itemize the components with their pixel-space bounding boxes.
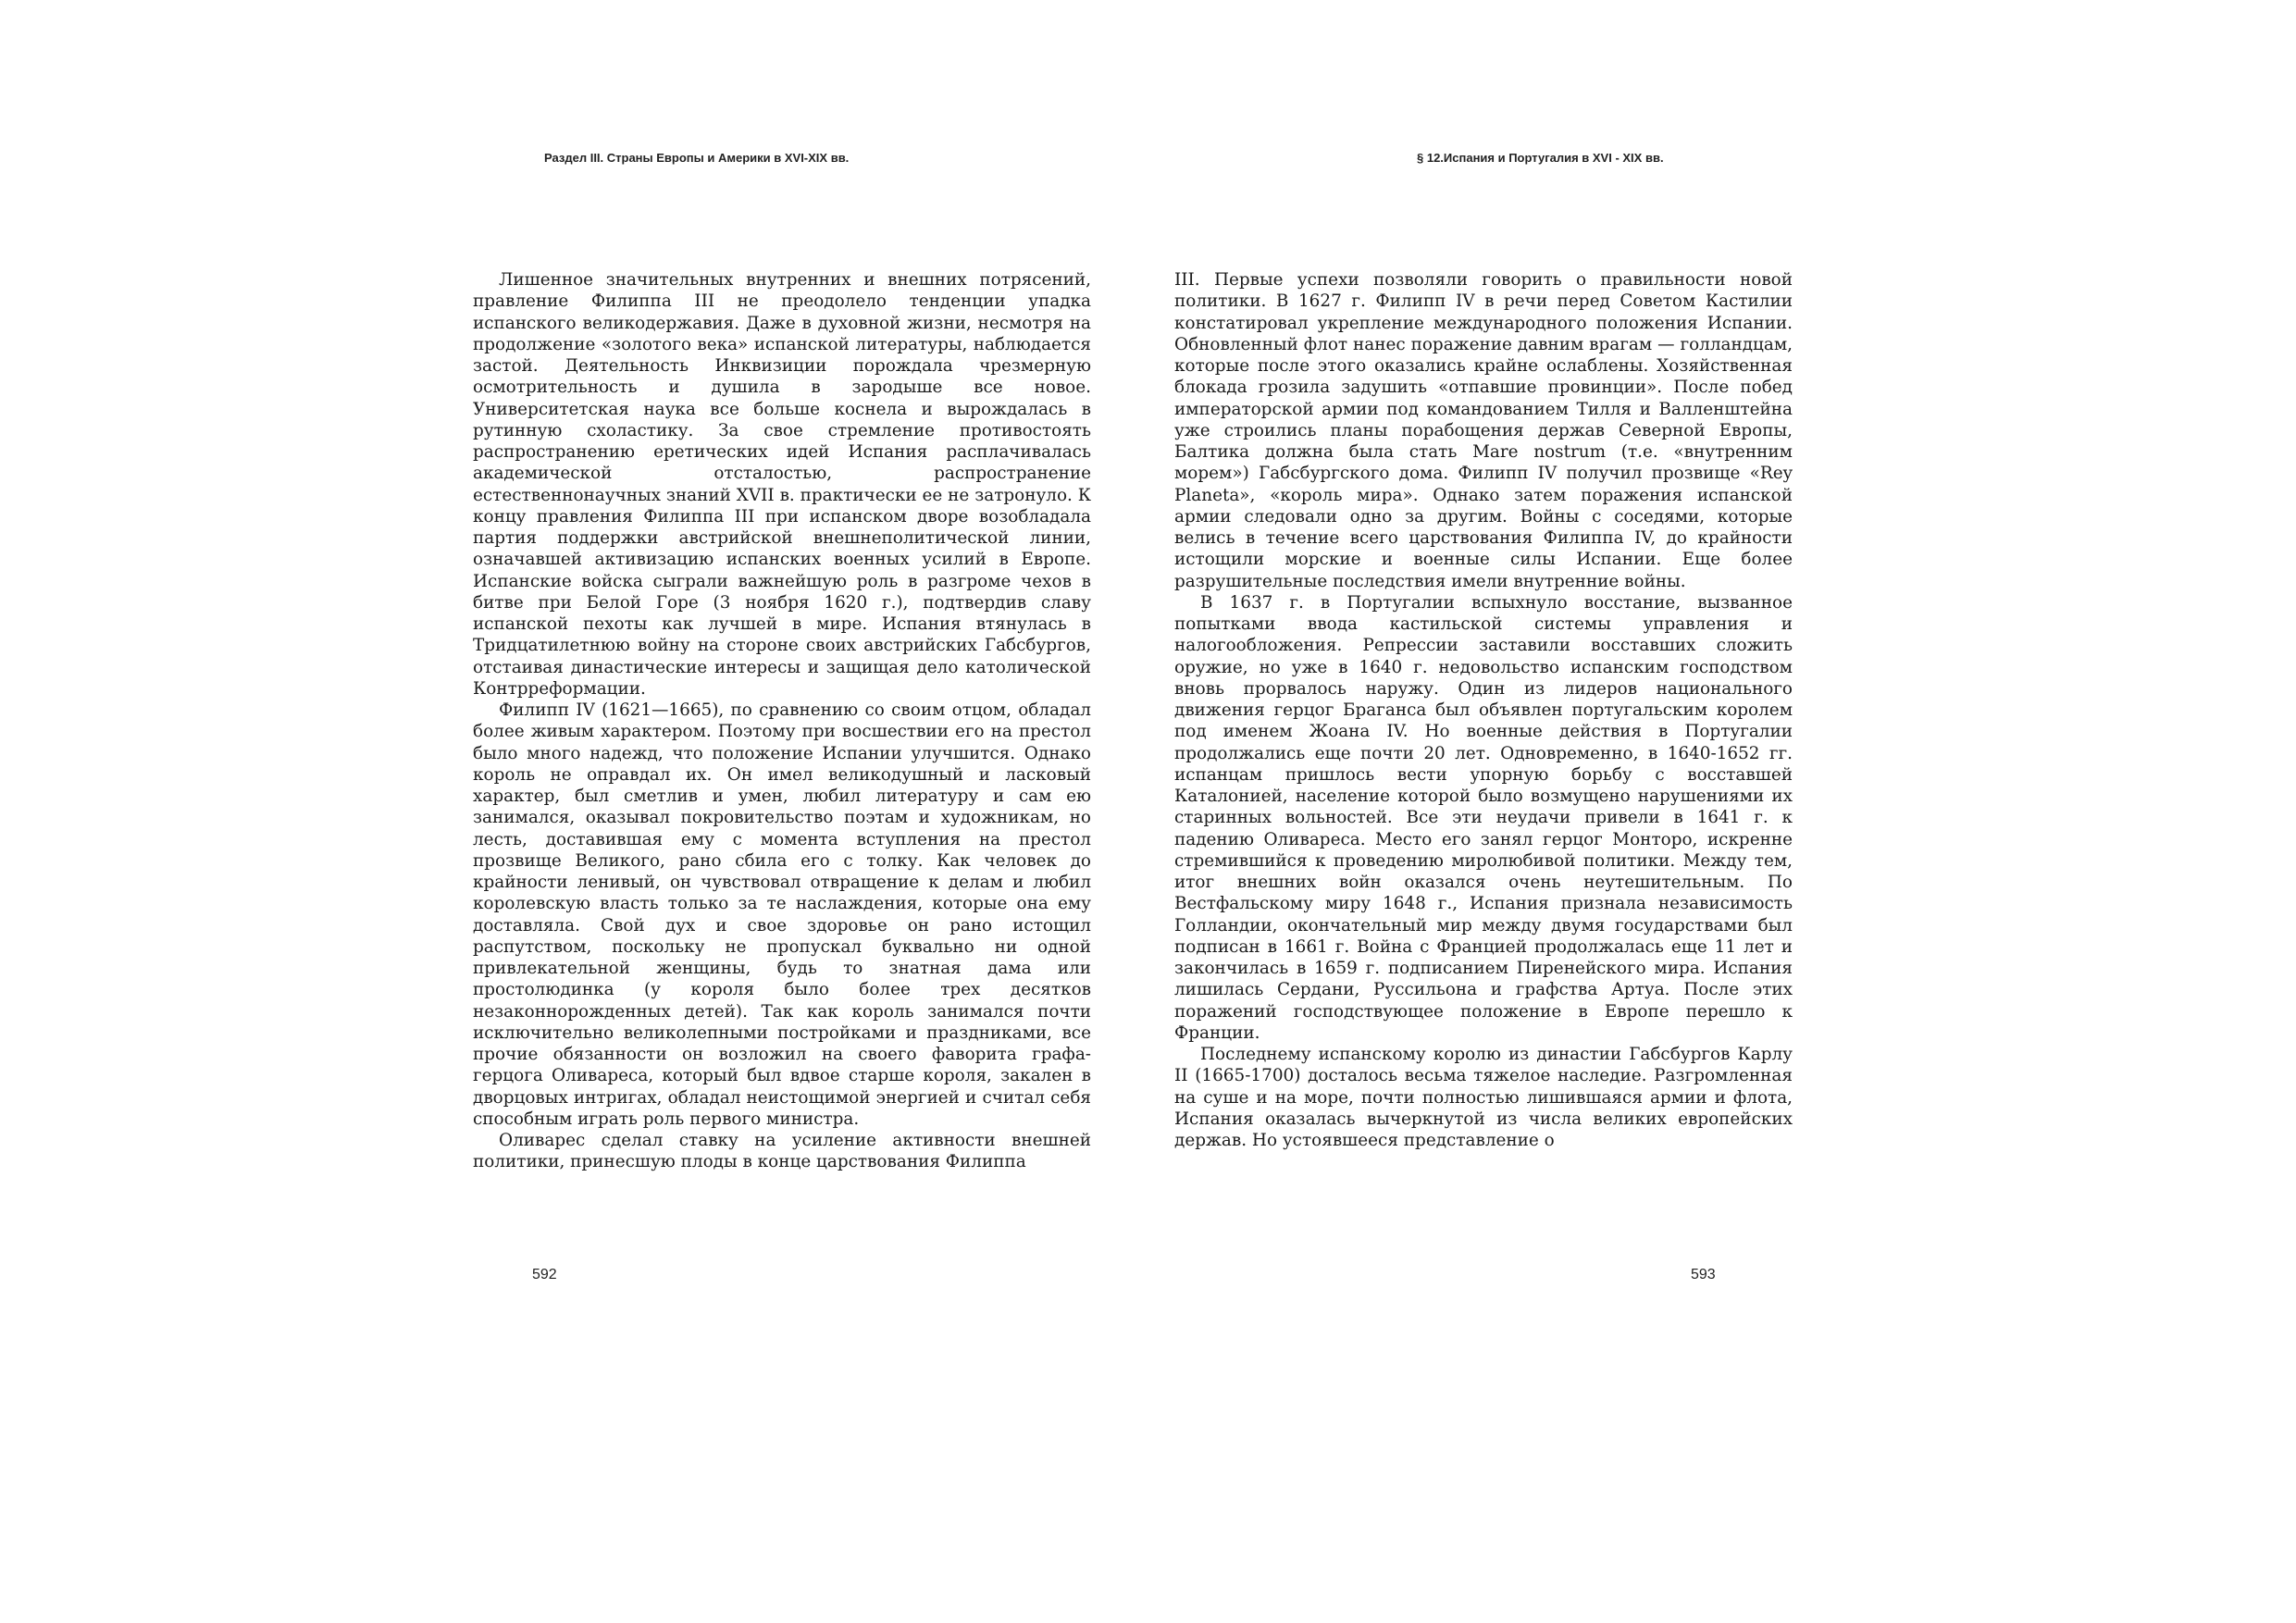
right-page-text [1174,269,1793,1151]
right-paragraph-1: III. Первые успехи позволяли говорить о правильности новой политики. В 1627 г. Филипп IV в речи перед Советом Кастилии констатировал укрепление международного положения Испании. Обновленный флот нанес поражение давним врагам — голландцам, которые после этого оказались крайне ослаблены. Хозяйственная блокада грозила задушить «отпавшие провинции». После побед императорской армии под командованием Тилля и Валленштейна уже строились планы порабощения держав Северной Европы, Балтика должна была стать Mare nostrum (т.е. «внутренним морем») Габсбургского дома. Филипп IV получил прозвище «Rey Planeta», «король мира». Однако затем поражения испанской армии следовали одно за другим. Войны с соседями, которые велись в течение всего царствования Филиппа IV, до крайности истощили морские и военные силы Испании. Еще более разрушительные последствия имели внутренние войны. [1174,270,1793,591]
left-running-header: Раздел III. Страны Европы и Америки в XVI-XIX вв. [544,151,850,165]
left-page-number: 592 [532,1267,557,1282]
right-page-number: 593 [1691,1267,1716,1282]
left-paragraph-1: Лишенное значительных внутренних и внешних потрясений, правление Филиппа III не преодолело тенденции упадка испанского великодержавия. Даже в духовной жизни, несмотря на продолжение «золотого века» испанской литературы, наблюдается застой. Деятельность Инквизиции порождала чрезмерную осмотрительность и душила в зародыше все новое. Университетская наука все больше коснела и вырождалась в рутинную схоластику. За свое стремление противостоять распространению еретических идей Испания расплачивалась академической отсталостью, распространение естественнонаучных знаний XVII в. практически ее не затронуло. К концу правления Филиппа III при испанском дворе возобладала партия поддержки австрийской внешнеполитической линии, означавшей активизацию испанских военных усилий в Европе. Испанские войска сыграли важнейшую роль в разгроме чехов в битве при Белой Горе (3 ноября 1620 г.), подтвердив славу испанской пехоты как лучшей в мире. Испания втянулась в Тридцатилетнюю войну на стороне своих австрийских Габсбургов, отстаивая династические интересы и защищая дело католической Контрреформации. [473,270,1091,699]
left-paragraph-2: Филипп IV (1621—1665), по сравнению со своим отцом, обладал более живым характером. Поэтому при восшествии его на престол было много надежд, что положение Испании улучшится. Однако король не оправдал их. Он имел великодушный и ласковый характер, был сметлив и умен, любил литературу и сам ею занимался, оказывал покровительство поэтам и художникам, но лесть, доставившая ему с момента вступления на престол прозвище Великого, рано сбила его с толку. Как человек до крайности ленивый, он чувствовал отвращение к делам и любил королевскую власть только за те наслаждения, которые она ему доставляла. Свой дух и свое здоровье он рано истощил распутством, поскольку не пропускал буквально ни одной привлекательной женщины, будь то знатная дама или простолюдинка (у короля было более трех десятков незаконнорожденных детей). Так как король занимался почти исключительно великолепными постройками и праздниками, все прочие обязанности он возложил на своего фаворита графа-герцога Оливареса, который был вдвое старше короля, закален в дворцовых интригах, обладал неистощимой энергией и считал себя способным играть роль первого министра. [473,700,1091,1129]
right-paragraph-3: Последнему испанскому королю из династии Габсбургов Карлу II (1665-1700) досталось весьма тяжелое наследие. Разгромленная на суше и на море, почти полностью лишившаяся армии и флота, Испания оказалась вычеркнутой из числа великих европейских держав. Но устоявшееся представление о [1174,1045,1793,1150]
left-page-text [473,269,1091,1173]
right-running-header: § 12.Испания и Португалия в XVI - XIX вв. [1417,151,1664,165]
left-paragraph-3: Оливарес сделал ставку на усиление активности внешней политики, принесшую плоды в конце царствования Филиппа [473,1131,1091,1172]
right-paragraph-2: В 1637 г. в Португалии вспыхнуло восстание, вызванное попытками ввода кастильской системы управления и налогообложения. Репрессии заставили восставших сложить оружие, но уже в 1640 г. недовольство испанским господством вновь прорвалось наружу. Один из лидеров национального движения герцог Браганса был объявлен португальским королем под именем Жоана IV. Но военные действия в Португалии продолжались еще почти 20 лет. Одновременно, в 1640-1652 гг. испанцам пришлось вести упорную борьбу с восставшей Каталонией, население которой было возмущено нарушениями их старинных вольностей. Все эти неудачи привели в 1641 г. к падению Оливареса. Место его занял герцог Монторо, искренне стремившийся к проведению миролюбивой политики. Между тем, итог внешних войн оказался очень неутешительным. По Вестфальскому миру 1648 г., Испания признала независимость Голландии, окончательный мир между двумя государствами был подписан в 1661 г. Война с Францией продолжалась еще 11 лет и закончилась в 1659 г. подписанием Пиренейского мира. Испания лишилась Сердани, Руссильона и графства Артуа. После этих поражений господствующее положение в Европе перешло к Франции. [1174,592,1793,1043]
